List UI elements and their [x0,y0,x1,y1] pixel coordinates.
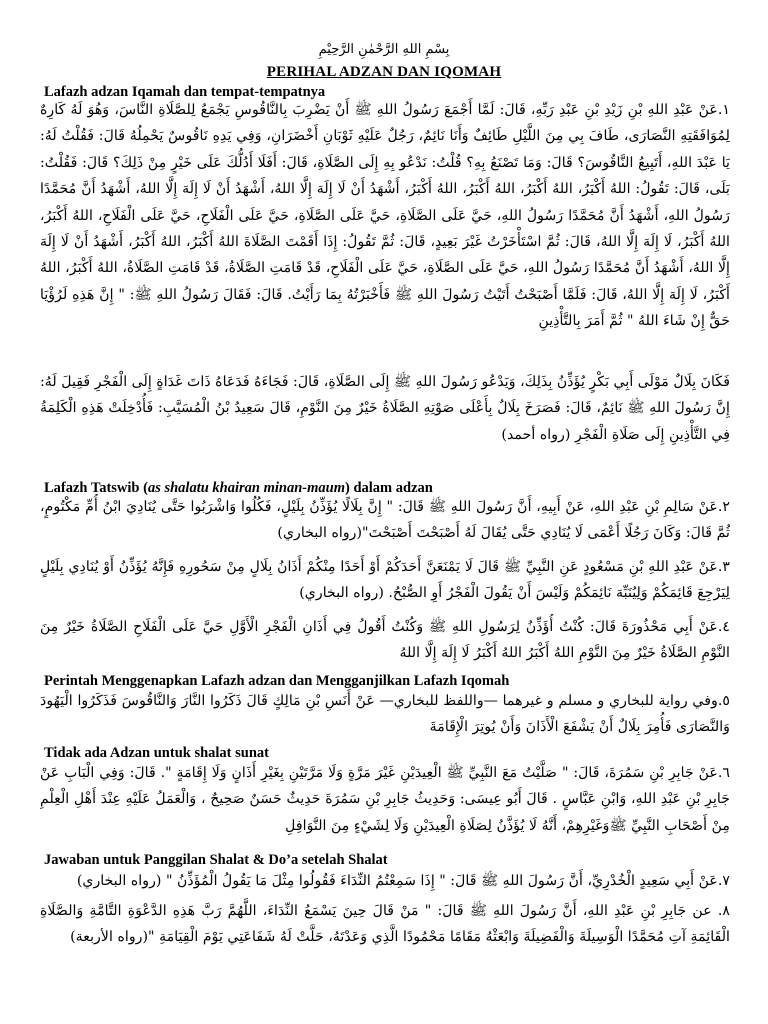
section-heading-shalat-sunat: Tidak ada Adzan untuk shalat sunat [44,745,269,761]
hadith-5: ٥.وفي رواية للبخاري و مسلم و غيرهما —واللفظ للبخاري— عَنْ أَنَسِ بْنِ مَالِكٍ قَالَ ذَكَرُوا النَّارَ وَالنَّاقُوسَ فَذَكَرُوا الْيَهُودَ وَالنَّصَارَى فَأُمِرَ بِلَالٌ أَنْ يَشْفَعَ الْأَذَانَ وَأَنْ يُوتِرَ الْإِقَامَةَ [40,693,730,736]
heading-tatswib-italic: as shalatu khairan minan-maum [147,480,345,496]
hadith-6: ٦.عَنْ جَابِرِ بْنِ سَمُرَةَ، قَالَ: " صَلَّيْتُ مَعَ النَّبِيِّ ﷺ الْعِيدَيْنِ غَيْرَ مَرَّةٍ وَلَا مَرَّتَيْنِ بِغَيْرِ أَذَانٍ وَلَا إِقَامَةٍ ". قَالَ: وَفِي الْبَابِ عَنْ جَابِرِ بْنِ عَبْدِ اللهِ، وَابْنِ عَبَّاسٍ . قَالَ أَبُو عِيسَى: وَحَدِيثُ جَابِرِ بْنِ سَمُرَةَ حَدِيثٌ حَسَنٌ صَحِيحٌ ، وَالْعَمَلُ عَلَيْهِ عِنْدَ أَهْلِ الْعِلْمِ مِنْ أَصْحَابِ النَّبِيِّ ﷺوَغَيْرِهِمْ، أَنَّهُ لَا يُؤَذَّنُ لِصَلَاةِ الْعِيدَيْنِ وَلَا لِشَيْءٍ مِنَ النَّوَافِلِ [40,765,730,834]
hadith-2: ٢.عَنْ سَالِمِ بْنِ عَبْدِ اللهِ، عَنْ أَبِيهِ، أَنَّ رَسُولَ اللهِ ﷺ قَالَ: " إِنَّ بِلَالًا يُؤَذِّنُ بِلَيْلٍ، فَكُلُوا وَاشْرَبُوا حَتَّى يُنَادِيَ ابْنُ أُمِّ مَكْتُومٍ، ثُمَّ قَالَ: وَكَانَ رَجُلًا أَعْمَى لَا يُنَادِي حَتَّى يُقَالَ لَهُ أَصْبَحْتَ أَصْبَحْتَ"(رواه البخاري) [40,499,730,542]
hadith-8: ٨. عن جَابِرِ بْنِ عَبْدِ اللهِ، أَنَّ رَسُولَ اللهِ ﷺ قَالَ: " مَنْ قَالَ حِينَ يَسْمَعُ النِّدَاءَ، اللَّهُمَّ رَبَّ هَذِهِ الدَّعْوَةِ التَّامَّةِ وَالصَّلَاةِ الْقَائِمَةِ آتِ مُحَمَّدًا الْوَسِيلَةَ وَالْفَضِيلَةَ وَابْعَثْهُ مَقَامًا مَحْمُودًا الَّذِي وَعَدْتَهُ، حَلَّتْ لَهُ شَفَاعَتِي يَوْمَ الْقِيَامَةِ "(رواه الأربعة) [40,903,730,946]
hadith-1: ١.عَنْ عَبْدِ اللهِ بْنِ زَيْدِ بْنِ عَبْدِ رَبِّهِ، قَالَ: لَمَّا أَجْمَعَ رَسُولُ اللهِ ﷺ أَنْ يَضْرِبَ بِالنَّاقُوسِ يَجْمَعُ لِلصَّلَاةِ النَّاسَ، وَهُوَ لَهُ كَارِهٌ لِمُوَافَقَتِهِ النَّصَارَى، طَافَ بِي مِنَ اللَّيْلِ طَائِفٌ وَأَنَا نَائِمٌ، رَجُلٌ عَلَيْهِ ثَوْبَانِ أَخْضَرَانِ، وَفِي يَدِهِ نَاقُوسٌ يَحْمِلُهُ قَالَ: فَقُلْتُ لَهُ: يَا عَبْدَ اللهِ، أَتَبِيعُ النَّاقُوسَ؟ قَالَ: وَمَا تَصْنَعُ بِهِ؟ قُلْتُ: نَدْعُو بِهِ إِلَى الصَّلَاةِ، قَالَ: أَفَلَا أَدُلُّكَ عَلَى خَيْرٍ مِنْ ذَلِكَ؟ قَالَ: فَقُلْتُ: بَلَى، قَالَ: تَقُولُ: اللهُ أَكْبَرُ، اللهُ أَكْبَرُ، اللهُ أَكْبَرُ، اللهُ أَكْبَرُ، أَشْهَدُ أَنْ لَا إِلَهَ إِلَّا اللهُ، أَشْهَدُ أَنْ لَا إِلَهَ إِلَّا اللهُ، أَشْهَدُ أَنَّ مُحَمَّدًا رَسُولُ اللهِ، أَشْهَدُ أَنَّ مُحَمَّدًا رَسُولُ اللهِ، حَيَّ عَلَى الصَّلَاةِ، حَيَّ عَلَى الصَّلَاةِ، حَيَّ عَلَى الْفَلَاحِ، حَيَّ عَلَى الْفَلَاحِ، اللهُ أَكْبَرُ، اللهُ أَكْبَرُ، لَا إِلَهَ إِلَّا اللهُ، قَالَ: ثُمَّ اسْتَأْخَرْتُ غَيْرَ بَعِيدٍ، قَالَ: ثُمَّ تَقُولُ: إِذَا أَقَمْتَ الصَّلَاةَ اللهُ أَكْبَرُ، اللهُ أَكْبَرُ، أَشْهَدُ أَنْ لَا إِلَهَ إِلَّا اللهُ، أَشْهَدُ أَنَّ مُحَمَّدًا رَسُولُ اللهِ، حَيَّ عَلَى الصَّلَاةِ، حَيَّ عَلَى الْفَلَاحِ، قَدْ قَامَتِ الصَّلَاةُ، قَدْ قَامَتِ الصَّلَاةُ، اللهُ أَكْبَرُ، اللهُ أَكْبَرُ، لَا إِلَهَ إِلَّا اللهُ، قَالَ: فَلَمَّا أَصْبَحْتُ أَتَيْتُ رَسُولَ اللهِ ﷺ فَأَخْبَرْتُهُ بِمَا رَأَيْتُ. قَالَ: فَقَالَ رَسُولُ اللهِ ﷺ: " إِنَّ هَذِهِ لَرُؤْيَا حَقٌّ إِنْ شَاءَ اللهُ " ثُمَّ أَمَرَ بِالتَّأْذِينِ [40,102,730,330]
hadith-3: ٣.عَنْ عَبْدِ اللهِ بْنِ مَسْعُودٍ عَنِ النَّبِيِّ ﷺ قَالَ لَا يَمْنَعَنَّ أَحَدَكُمْ أَوْ أَحَدًا مِنْكُمْ أَذَانُ بِلَالٍ مِنْ سَحُورِهِ فَإِنَّهُ يُؤَذِّنُ أَوْ يُنَادِي بِلَيْلٍ لِيَرْجِعَ قَائِمَكُمْ وَلِيُنَبِّهَ نَائِمَكُمْ وَلَيْسَ أَنْ يَقُولَ الْفَجْرُ أَوِ الصُّبْحُ. (رواه البخاري) [40,559,730,602]
heading-tatswib-suffix: ) dalam adzan [345,480,433,496]
section-heading-genap-ganjil: Perintah Menggenapkan Lafazh adzan dan Mengganjilkan Lafazh Iqomah [44,673,510,689]
page-title: PERIHAL ADZAN DAN IQOMAH [266,64,502,80]
section-heading-adzan-iqamah: Lafazh adzan Iqamah dan tempat-tempatnya [44,84,326,100]
hadith-7: ٧.عَنْ أَبِي سَعِيدٍ الْخُدْرِيِّ، أَنَّ رَسُولَ اللهِ ﷺ قَالَ: " إِذَا سَمِعْتُمُ النِّدَاءَ فَقُولُوا مِثْلَ مَا يَقُولُ الْمُؤَذِّنُ " (رواه البخاري) [76,873,730,889]
hadith-4: ٤.عَنْ أَبِي مَحْذُورَةَ قَالَ: كُنْتُ أُؤَذِّنُ لِرَسُولِ اللهِ ﷺ وَكُنْتُ أَقُولُ فِي أَذَانِ الْفَجْرِ الْأَوَّلِ حَيَّ عَلَى الْفَلَاحِ الصَّلَاةُ خَيْرٌ مِنَ النَّوْمِ الصَّلَاةُ خَيْرٌ مِنَ النَّوْمِ اللهُ أَكْبَرُ اللهُ أَكْبَرُ لَا إِلَهَ إِلَّا اللهُ [40,619,730,662]
hadith-1-continuation: فَكَانَ بِلَالٌ مَوْلَى أَبِي بَكْرٍ يُؤَذِّنُ بِذَلِكَ، وَيَدْعُو رَسُولَ اللهِ ﷺ إِلَى الصَّلَاةِ، قَالَ: فَجَاءَهُ فَدَعَاهُ ذَاتَ غَدَاةٍ إِلَى الْفَجْرِ فَقِيلَ لَهُ: إِنَّ رَسُولَ اللهِ ﷺ نَائِمٌ، قَالَ: فَصَرَخَ بِلَالٌ بِأَعْلَى صَوْتِهِ الصَّلَاةُ خَيْرٌ مِنَ النَّوْمِ، قَالَ سَعِيدُ بْنُ الْمُسَيَّبِ: فَأُدْخِلَتْ هَذِهِ الْكَلِمَةُ فِي التَّأْذِينِ إِلَى صَلَاةِ الْفَجْرِ (رواه أحمد) [40,374,730,443]
section-heading-jawaban-doa: Jawaban untuk Panggilan Shalat & Do’a setelah Shalat [44,852,388,868]
heading-tatswib-prefix: Lafazh Tatswib ( [44,480,148,496]
basmala-calligraphy: بِسْمِ اللهِ الرَّحْمٰنِ الرَّحِيْمِ [318,42,450,57]
